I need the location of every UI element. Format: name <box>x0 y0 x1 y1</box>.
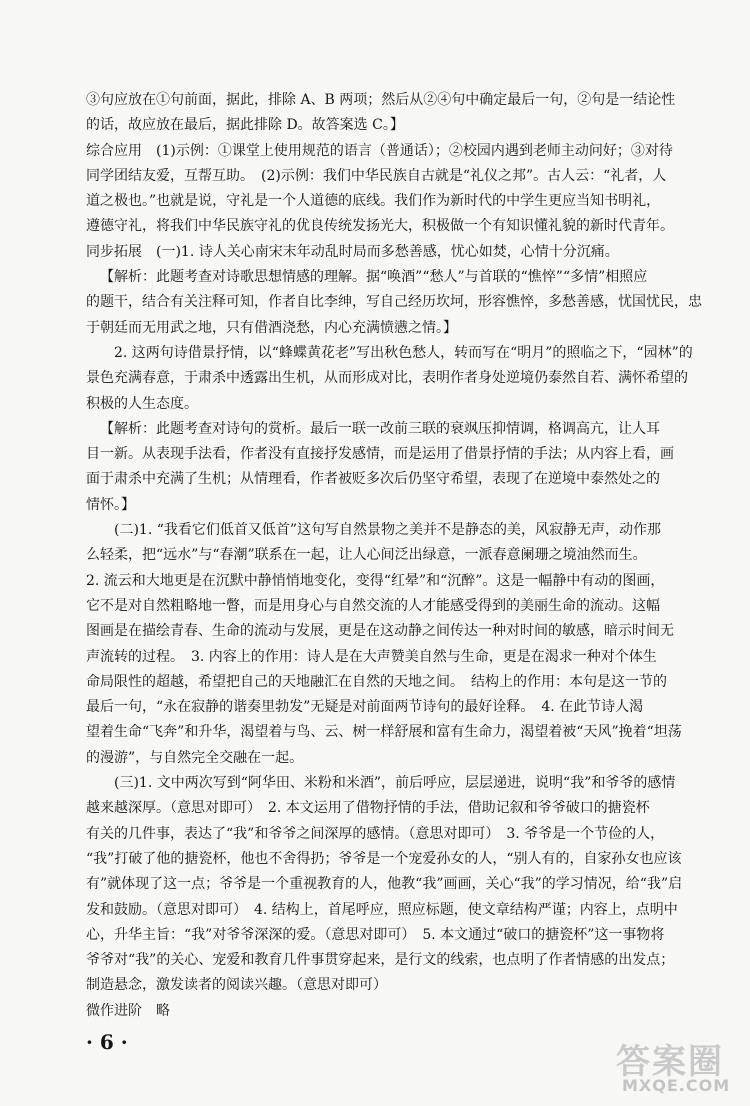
text-line: ③句应放在①句前面，据此，排除 A、B 两项；然后从②④句中确定最后一句，②句是一结论性 <box>86 92 676 108</box>
text-line: 最后一句，“永在寂静的谐奏里勃发”无疑是对前面两节诗句的最好诠释。 4. 在此节诗人渴 <box>86 699 644 716</box>
text-line: 目一新。从表现手法看，作者没有直接抒发感情，而是运用了借景抒情的手法；从内容上看，画 <box>86 446 674 463</box>
text-line: 的话，故应放在最后，据此排除 D。故答案选 C。】 <box>86 117 404 134</box>
section-sync-extension: 同步拓展 (一)1. 诗人关心南宋末年动乱时局而多愁善感，忧心如焚，心情十分沉痛。 <box>86 243 619 260</box>
text-line: 同学团结友爱，互帮互助。 (2)示例：我们中华民族自古就是“礼仪之邦”。古人云：“礼者，人 <box>86 167 667 184</box>
text-line: 么轻柔，把“远水”与“春潮”联系在一起，让人心间泛出绿意，一派春意阑珊之境油然而生。 <box>86 547 647 564</box>
text-line: 声流转的过程。 3. 内容上的作用：诗人是在大声赞美自然与生命，更是在渴求一种对个体生 <box>86 648 657 665</box>
answer-content <box>86 88 716 1024</box>
text-line: 心，升华主旨：“我”对爷爷深深的爱。（意思对即可） 5. 本文通过“破口的搪瓷杯”这一事物将 <box>86 926 665 943</box>
text-line: 遵德守礼，将我们中华民族守礼的优良传统发扬光大，积极做一个有知识懂礼貌的新时代青年。 <box>86 218 674 235</box>
section-micro-writing: 微作进阶 略 <box>86 1002 170 1019</box>
text-line: 发和鼓励。（意思对即可） 4. 结构上，首尾呼应，照应标题，使文章结构严谨；内容上，点明中 <box>86 901 678 918</box>
text-line: 有关的几件事，表达了“我”和爷爷之间深厚的感情。（意思对即可） 3. 爷爷是一个节俭的人， <box>86 825 665 842</box>
text-line: 景色充满春意，于肃杀中透露出生机，从而形成对比，表明作者身处逆境仍泰然自若、满怀希望的 <box>86 370 688 387</box>
text-line: 2. 流云和大地更是在沉默中静悄悄地变化，变得“红晕”和“沉醉”。这是一幅静中有动的图画， <box>86 572 665 589</box>
answer-item: (二)1. “我看它们低首又低首”这句写自然景物之美并不是静态的美，风寂静无声，动作那 <box>114 522 662 539</box>
section-comprehensive-application: 综合应用 (1)示例：①课堂上使用规范的语言（普通话）；②校园内遇到老师主动问好；③对待 <box>86 142 673 159</box>
watermark-url: MXQE.COM <box>622 1076 731 1095</box>
text-line: 越来越深厚。（意思对即可） 2. 本文运用了借物抒情的手法，借助记叙和爷爷破口的搪瓷杯 <box>86 800 650 817</box>
analysis-note: 【解析：此题考查对诗句的赏析。最后一联一改前三联的衰飒压抑情调，格调高亢，让人耳 <box>100 420 660 437</box>
text-line: 图画是在描绘青春、生命的流动与发展，更是在这动静之间传达一种对时间的敏感，暗示时间无 <box>86 623 674 640</box>
text-line: 的题干，结合有关注释可知，作者自比李绅，写自己经历坎坷，形容憔悴，多愁善感，忧国忧民，忠 <box>86 294 702 311</box>
text-line: 面于肃杀中充满了生机；从情理看，作者被贬多次后仍坚守希望，表现了在逆境中泰然处之的 <box>86 471 660 488</box>
text-line: 于朝廷而无用武之地，只有借酒浇愁，内心充满愤懑之情。】 <box>86 319 457 336</box>
text-line: 的漫游”，与自然完全交融在一起。 <box>86 749 304 766</box>
watermark-logo-text: 答案圈 <box>616 1042 724 1082</box>
text-line: 它不是对自然粗略地一瞥，而是用身心与自然交流的人才能感受得到的美丽生命的流动。这幅 <box>86 597 660 614</box>
text-line: 情怀。】 <box>86 496 135 513</box>
page-number: · 6 · <box>86 1030 128 1054</box>
text-line: 爷爷对“我”的关心、宠爱和教育几件事贯穿起来，是行文的线索，也点明了作者情感的出发点； <box>86 952 675 969</box>
watermark-logo <box>608 1034 748 1104</box>
answer-item: (三)1. 文中两次写到“阿华田、米粉和米酒”，前后呼应，层层递进，说明“我”和爷爷的感情 <box>114 775 676 792</box>
text-line: 道之极也。”也就是说，守礼是一个人道德的底线。我们作为新时代的中学生更应当知书明礼， <box>86 193 661 210</box>
text-line: 命局限性的超越，希望把自己的天地融汇在自然的天地之间。 结构上的作用：本句是这一节的 <box>86 673 667 690</box>
answer-item: 2. 这两句诗借景抒情，以“蜂蝶黄花老”写出秋色愁人，转而写在“明月”的照临之下，“园林”的 <box>114 344 693 361</box>
text-line: 制造悬念，激发读者的阅读兴趣。（意思对即可） <box>86 977 387 994</box>
text-line: 有”就体现了这一点；爷爷是一个重视教育的人，他教“我”画画，关心“我”的学习情况，给“我”启 <box>86 876 683 893</box>
text-line: 积极的人生态度。 <box>86 395 198 412</box>
analysis-note: 【解析：此题考查对诗歌思想情感的理解。据“唤酒”“愁人”与首联的“憔悴”“多情”相照应 <box>100 269 648 286</box>
text-line: “我”打破了他的搪瓷杯，他也不舍得扔；爷爷是一个宠爱孙女的人，“别人有的，自家孙女也应该 <box>86 850 682 867</box>
text-line: 望着生命“飞奔”和升华，渴望着与鸟、云、树一样舒展和富有生命力，渴望着被“天风”挽着“坦荡 <box>86 724 682 741</box>
